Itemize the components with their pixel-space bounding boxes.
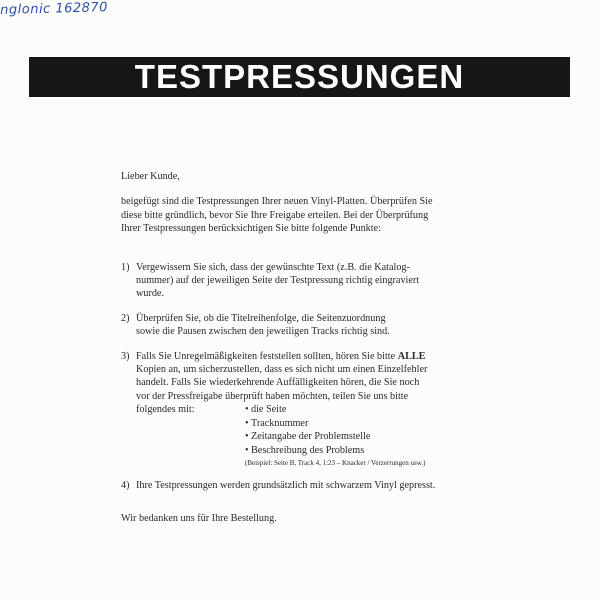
item-line: Vergewissern Sie sich, dass der gewünschte Text (z.B. die Katalog- (136, 261, 410, 273)
item-line: Ihre Testpressungen werden grundsätzlich mit schwarzem Vinyl gepresst. (136, 479, 436, 491)
checklist-item-2 (121, 312, 496, 339)
item-text (136, 479, 496, 492)
checklist-item-1 (121, 261, 496, 301)
bullet-item: • Beschreibung des Problems (245, 444, 365, 456)
bullet-item: • die Seite (245, 404, 287, 416)
intro-line: Ihrer Testpressungen berücksichtigen Sie bitte folgende Punkte: (121, 223, 381, 235)
item-text (136, 312, 496, 339)
emphasis-all: ALLE (397, 350, 426, 362)
letter-body (121, 170, 496, 526)
bullet-item: • Zeitangabe der Problemstelle (245, 431, 371, 443)
checklist-item-4 (121, 479, 496, 492)
title-banner (29, 57, 570, 97)
bullet-item: • Tracknummer (245, 417, 309, 429)
item-line (136, 350, 496, 363)
handwritten-note: nglonic 162870 (0, 0, 109, 18)
item-text (136, 261, 496, 301)
item-text (136, 350, 496, 468)
intro-line: beigefügt sind die Testpressungen Ihrer neuen Vinyl-Platten. Überprüfen Sie (121, 196, 433, 208)
closing-line: Wir bedanken uns für Ihre Bestellung. (121, 513, 277, 525)
example-note: (Beispiel: Seite B, Track 4, 1:23 – Knacker / Verzerrungen usw.) (245, 458, 426, 467)
page-title: TESTPRESSUNGEN (134, 58, 465, 95)
details-list (245, 403, 425, 468)
item-number: 2) (121, 312, 130, 324)
item-line: handelt. Falls Sie wiederkehrende Auffälligkeiten hören, die Sie noch (136, 377, 420, 389)
checklist-item-3 (121, 350, 496, 468)
item-line: sowie die Pausen zwischen den jeweiligen Tracks richtig sind. (136, 326, 390, 338)
item-number: 4) (121, 479, 130, 491)
report-details (136, 403, 496, 468)
intro-line: diese bitte gründlich, bevor Sie Ihre Freigabe erteilen. Bei der Überprüfung (121, 209, 429, 221)
item-line-start: Falls Sie Unregelmäßigkeiten feststellen sollten, hören Sie bitte (136, 350, 398, 362)
item-line: nummer) auf der jeweiligen Seite der Testpressung richtig eingraviert (136, 275, 420, 287)
item-number: 3) (121, 350, 130, 362)
item-line: wurde. (136, 288, 165, 300)
details-lead: folgendes mit: (136, 404, 195, 416)
item-line: vor der Pressfreigabe überprüft haben möchten, teilen Sie uns bitte (136, 390, 409, 402)
item-line: Überprüfen Sie, ob die Titelreihenfolge, die Seitenzuordnung (136, 312, 386, 324)
salutation: Lieber Kunde, (121, 171, 180, 182)
intro-paragraph (121, 195, 496, 235)
item-line: Kopien an, um sicherzustellen, dass es sich nicht um einen Einzelfehler (136, 364, 428, 376)
item-number: 1) (121, 261, 130, 273)
